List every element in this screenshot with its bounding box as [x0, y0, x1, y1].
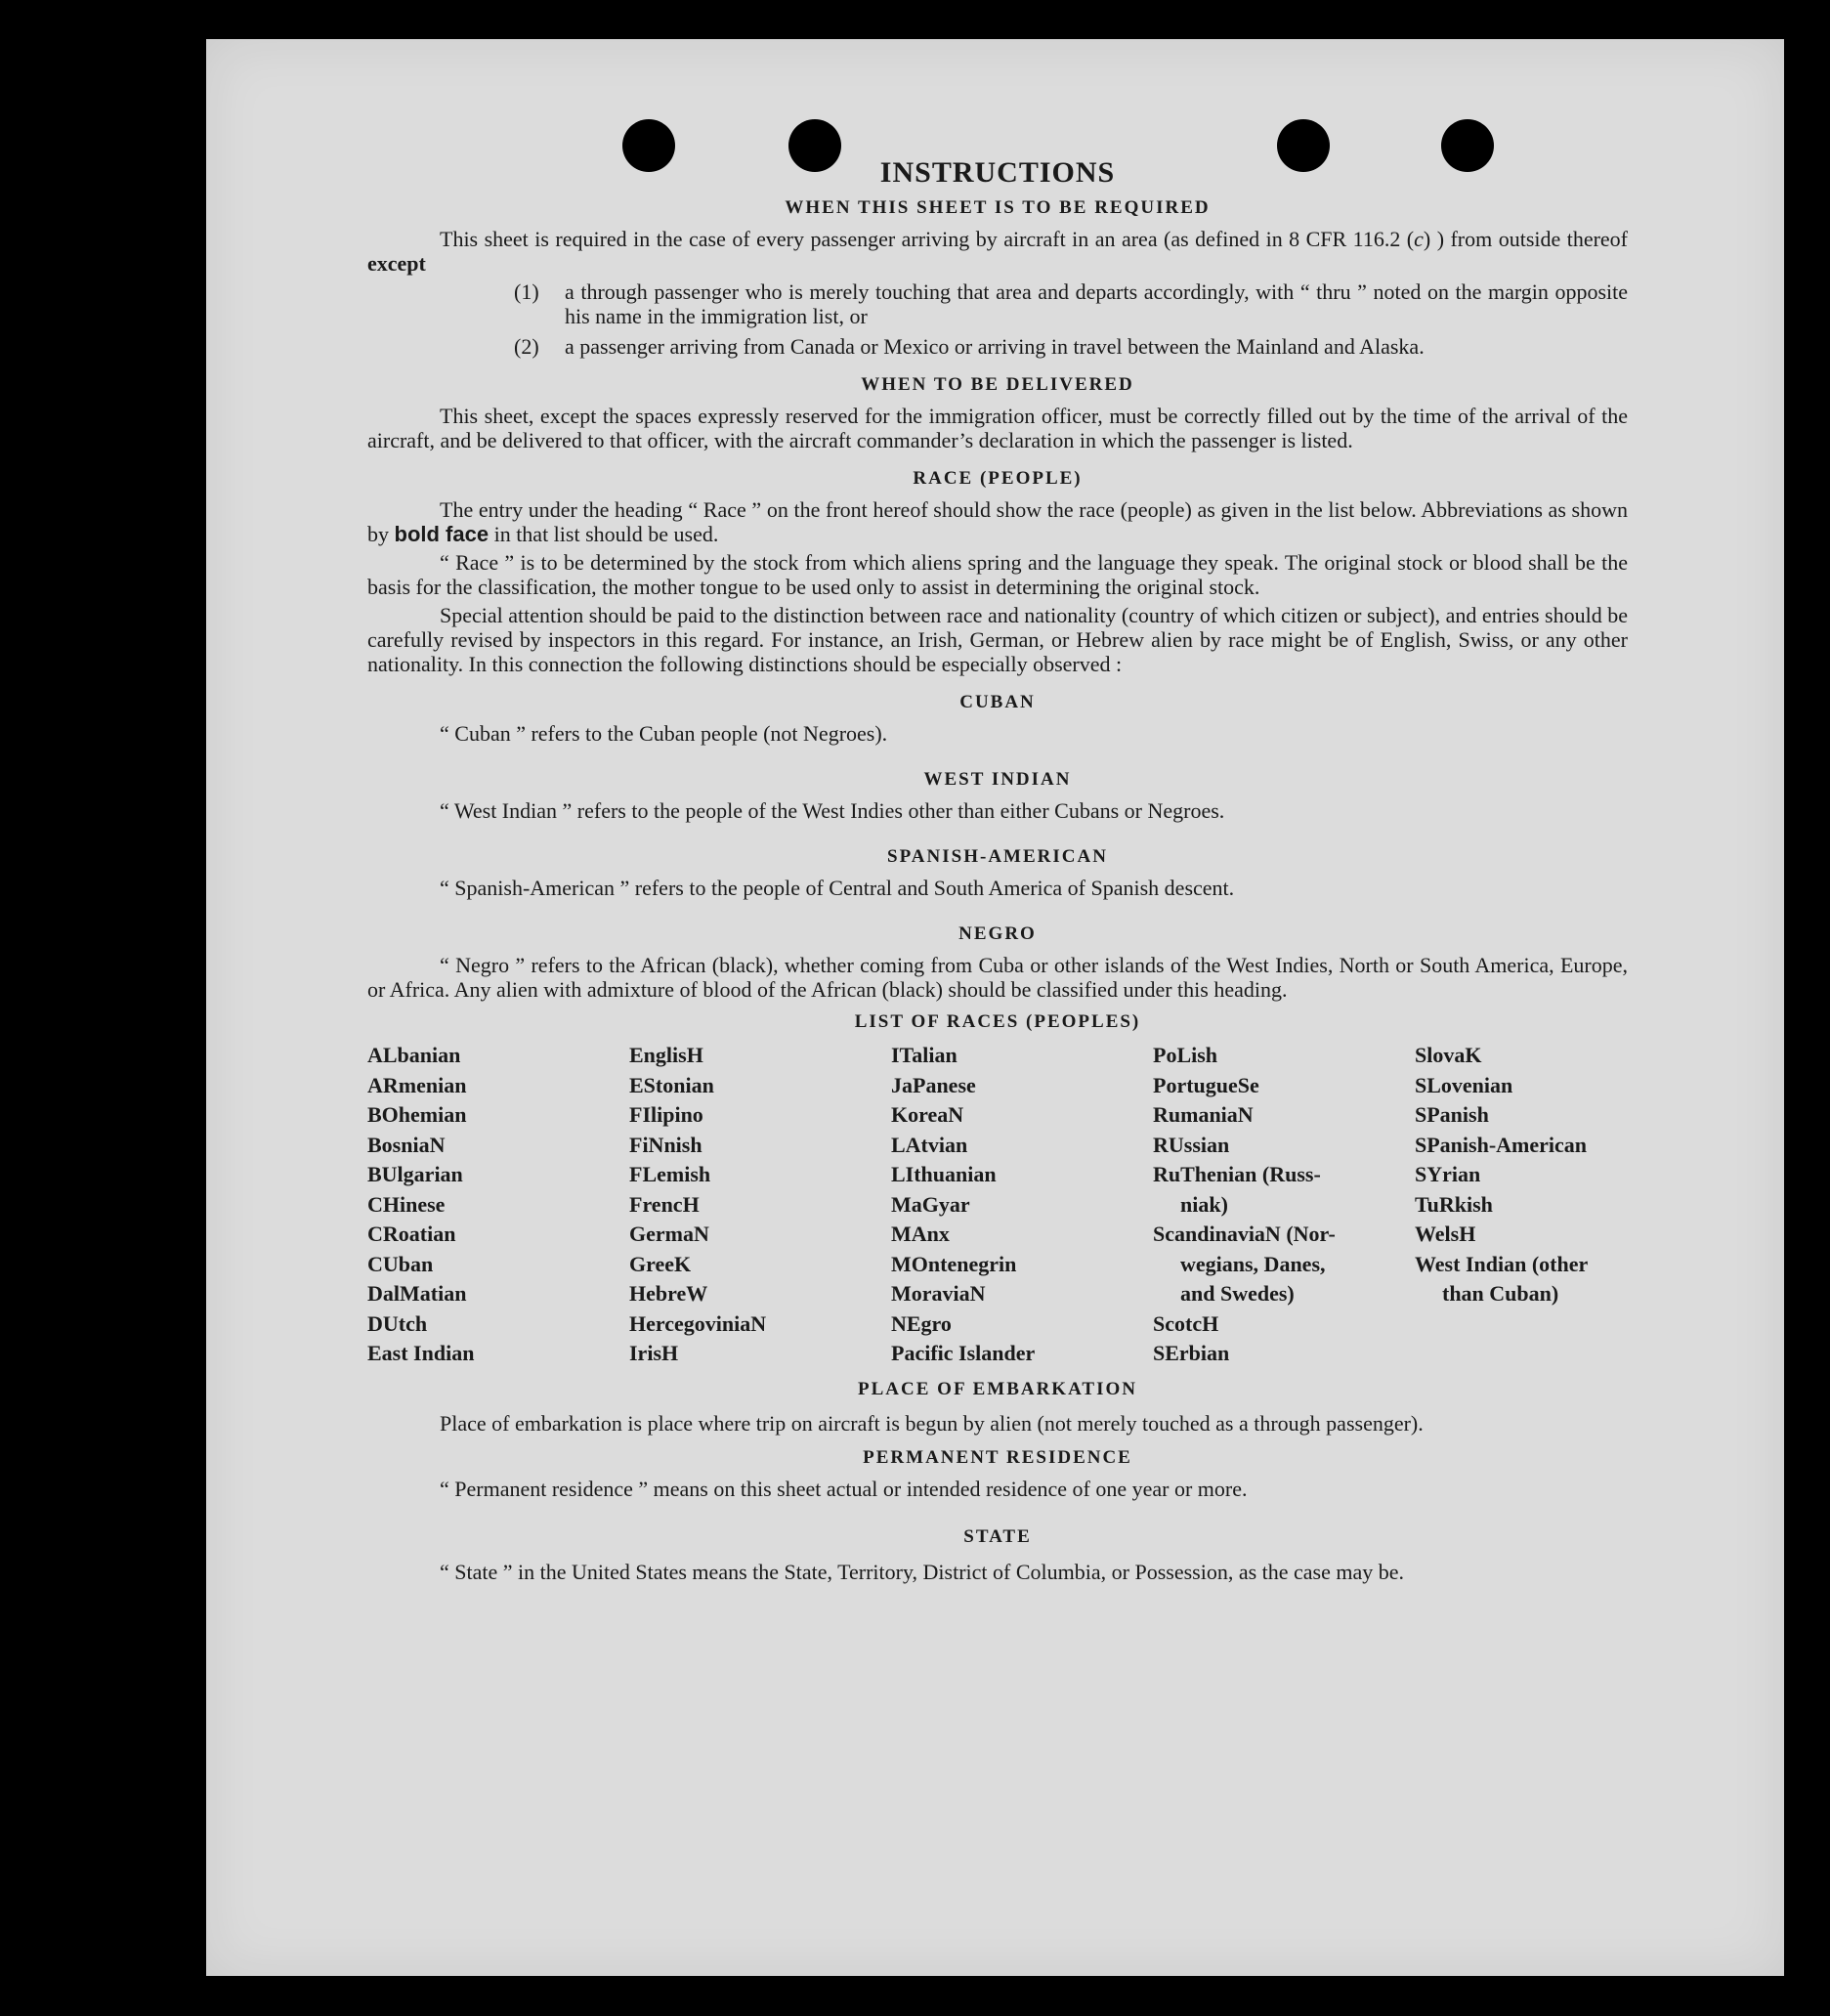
when-required-intro: This sheet is required in the case of every passenger arriving by aircraft in an area (as defined in 8 CFR 116.2 (c) ) from outside thereof except [367, 227, 1629, 276]
race-entry: GreeK [629, 1251, 692, 1276]
race-entry: East Indian [367, 1341, 475, 1365]
race-entry: LIthuanian [891, 1162, 997, 1186]
exception-item: (1) a through passenger who is merely touching that area and departs accordingly, with “ thru ” noted on the margin opposite his name in the immigration list, or [514, 279, 1628, 328]
races-list [367, 1041, 1628, 1369]
race-entry: GermaN [629, 1222, 709, 1246]
race-entry: niak) [1180, 1191, 1228, 1217]
spanish-american-text: “ Spanish-American ” refers to the people of Central and South America of Spanish descent. [440, 876, 1235, 900]
place-of-embarkation-heading: PLACE OF EMBARKATION [858, 1378, 1137, 1399]
negro-text: “ Negro ” refers to the African (black), whether coming from Cuba or other islands of the West Indies, North or South America, Europe, or Africa. Any alien with admixture of blood of the African (black) should be classified under this heading. [367, 953, 1628, 1002]
race-entry: MoraviaN [891, 1281, 986, 1306]
race-entry: RuThenian (Russ- [1153, 1162, 1321, 1186]
race-paragraph: Special attention should be paid to the distinction between race and nationality (country of which citizen or subject), and entries should be carefully revised by inspectors in this regard. For instance, an Irish, German, or Hebrew alien by race might be of English, Swiss, or any other nationality. In this connection the following distinctions should be especially observed : [367, 603, 1628, 676]
race-entry: EnglisH [629, 1043, 703, 1067]
permanent-residence-text: “ Permanent residence ” means on this sheet actual or intended residence of one year or more. [440, 1476, 1248, 1501]
race-entry: ScotcH [1153, 1310, 1219, 1336]
race-entry: West Indian (other [1415, 1251, 1589, 1276]
race-entry: BOhemian [367, 1102, 467, 1127]
race-entry: CRoatian [367, 1222, 456, 1246]
race-entry: MOntenegrin [891, 1251, 1017, 1276]
west-indian-heading: WEST INDIAN [923, 769, 1072, 790]
race-entry: IrisH [629, 1341, 679, 1365]
when-delivered-heading: WHEN TO BE DELIVERED [861, 374, 1134, 395]
race-paragraph: The entry under the heading “ Race ” on the front hereof should show the race (people) as given in the list below. Abbreviations as shown by bold face in that list should be used. [367, 497, 1628, 546]
exception-item: (2) a passenger arriving from Canada or Mexico or arriving in travel between the Mainland and Alaska. [514, 334, 1425, 359]
state-text: “ State ” in the United States means the State, Territory, District of Columbia, or Possession, as the case may be. [440, 1559, 1405, 1584]
races-column [1153, 1041, 1415, 1369]
race-entry: HercegoviniaN [629, 1310, 767, 1336]
page-title: INSTRUCTIONS [879, 156, 1116, 189]
race-entry: RumaniaN [1153, 1102, 1254, 1127]
race-entry: KoreaN [891, 1102, 964, 1127]
when-delivered-text: This sheet, except the spaces expressly reserved for the immigration officer, must be correctly filled out by the time of the arrival of the aircraft, and be delivered to that officer, with the aircraft commander’s declaration in which the passenger is listed. [367, 404, 1628, 452]
race-entry: SlovaK [1415, 1043, 1482, 1067]
race-entry: BosniaN [367, 1132, 446, 1157]
race-entry: ARmenian [367, 1072, 467, 1097]
race-paragraph: “ Race ” is to be determined by the stock from which aliens spring and the language they speak. The original stock or blood shall be the basis for the classification, the mother tongue to be used only to assist in determining the original stock. [367, 550, 1628, 599]
race-entry: JaPanese [891, 1072, 976, 1097]
race-entry: SPanish-American [1415, 1132, 1587, 1157]
races-column [891, 1041, 1153, 1369]
document-page [206, 39, 1784, 1976]
race-entry: FIlipino [629, 1102, 703, 1127]
when-required-heading: WHEN THIS SHEET IS TO BE REQUIRED [785, 197, 1211, 218]
race-entry: LAtvian [891, 1132, 968, 1157]
race-entry: than Cuban) [1442, 1281, 1559, 1306]
cuban-text: “ Cuban ” refers to the Cuban people (not Negroes). [440, 721, 888, 746]
race-entry: WelsH [1415, 1222, 1476, 1246]
list-of-races-heading: LIST OF RACES (PEOPLES) [854, 1011, 1141, 1032]
race-entry: FiNnish [629, 1132, 702, 1157]
race-entry: ALbanian [367, 1043, 461, 1067]
negro-heading: NEGRO [958, 923, 1037, 944]
race-entry: ScandinaviaN (Nor- [1153, 1222, 1336, 1246]
race-entry: DUtch [367, 1310, 428, 1336]
race-entry: SPanish [1415, 1102, 1489, 1127]
races-column [629, 1041, 891, 1369]
race-entry: SErbian [1153, 1341, 1230, 1365]
race-entry: and Swedes) [1180, 1281, 1295, 1306]
race-entry: NEgro [891, 1310, 952, 1336]
place-of-embarkation-text: Place of embarkation is place where trip on aircraft is begun by alien (not merely touched as a through passenger). [440, 1410, 1424, 1436]
permanent-residence-heading: PERMANENT RESIDENCE [863, 1446, 1132, 1468]
races-column [1415, 1041, 1628, 1369]
race-entry: PortugueSe [1153, 1072, 1259, 1097]
race-entry: HebreW [629, 1281, 708, 1306]
race-entry: SLovenian [1415, 1072, 1513, 1097]
race-entry: CUban [367, 1251, 434, 1276]
cuban-heading: CUBAN [959, 692, 1036, 712]
race-entry: MaGyar [891, 1191, 970, 1217]
race-entry: PoLish [1153, 1043, 1218, 1067]
race-entry: TuRkish [1415, 1191, 1493, 1217]
race-entry: RUssian [1153, 1132, 1230, 1157]
west-indian-text: “ West Indian ” refers to the people of the West Indies other than either Cubans or Negroes. [440, 798, 1225, 823]
race-entry: BUlgarian [367, 1162, 463, 1186]
race-entry: DalMatian [367, 1281, 467, 1306]
races-column [367, 1041, 629, 1369]
race-entry: ITalian [891, 1043, 958, 1067]
race-entry: FrencH [629, 1191, 700, 1217]
race-entry: EStonian [629, 1072, 714, 1097]
race-entry: CHinese [367, 1191, 446, 1217]
race-heading: RACE (PEOPLE) [913, 468, 1083, 489]
instructions-content [367, 156, 1628, 1588]
race-entry: Pacific Islander [891, 1341, 1036, 1365]
race-entry: FLemish [629, 1162, 711, 1186]
state-heading: STATE [963, 1525, 1032, 1547]
spanish-american-heading: SPANISH-AMERICAN [887, 846, 1108, 867]
race-entry: wegians, Danes, [1180, 1251, 1326, 1276]
race-entry: MAnx [891, 1222, 950, 1246]
race-entry: SYrian [1415, 1162, 1481, 1186]
